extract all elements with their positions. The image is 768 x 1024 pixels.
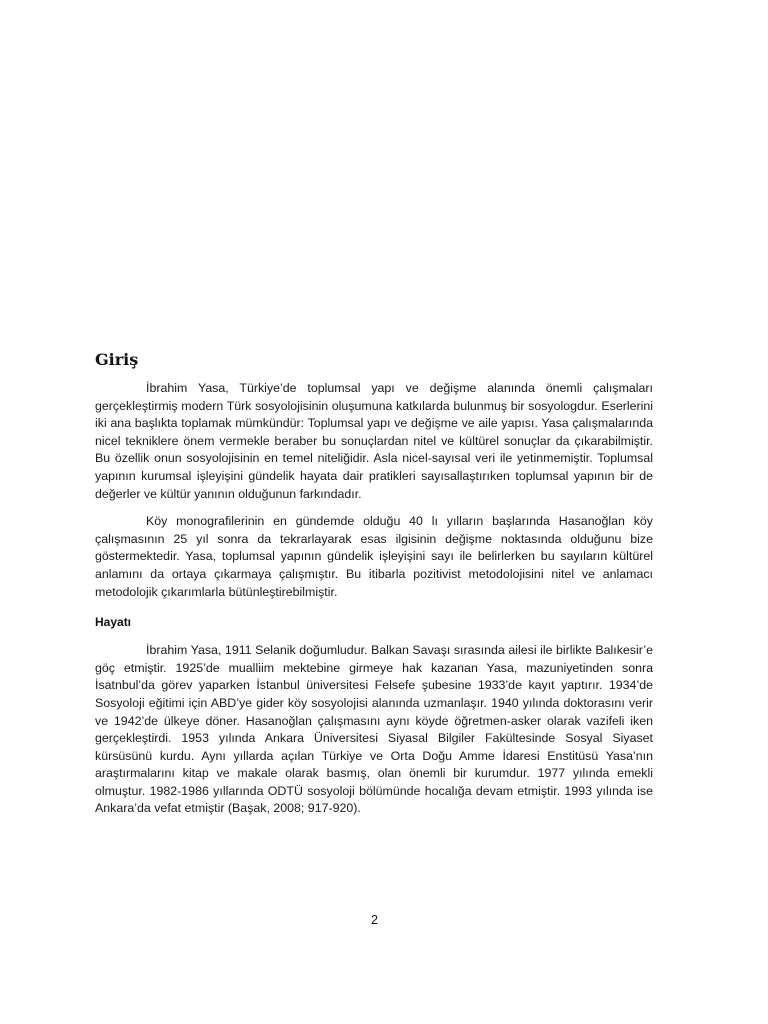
section-title: Giriş [95, 350, 139, 369]
intro-paragraph-1: İbrahim Yasa, Türkiye’de toplumsal yapı ve değişme alanında önemli çalışmaları gerçekleştirmiş modern Türk sosyolojisinin oluşumuna katkılarda bulunmuş bir sosyologdur. Eserlerini iki ana başlıkta toplamak mümkündür: Toplumsal yapı ve değişme ve aile yapısı. Yasa çalışmalarında nicel tekniklere önem vermekle beraber bu sonuçlardan nitel ve kültürel sonuçlar da çıkarabilmiştir. Bu özellik onun sosyolojisinin en temel niteliğidir. Asla nicel-sayısal veri ile yetinmemiştir. Toplumsal yapının kurumsal işleyişini gündelik hayata dair pratikleri sayısallaştırıken toplumsal yapının bir de değerler ve kültür yanının olduğunun farkındadır. [95, 381, 653, 501]
subsection-heading: Hayatı [95, 615, 132, 630]
life-paragraph: İbrahim Yasa, 1911 Selanik doğumludur. Balkan Savaşı sırasında ailesi ile birlikte Balıkesir’e göç etmiştir. 1925’de mualliim mektebine girmeye hak kazanan Yasa, mazuniyetinden sonra İsatnbul’da görev yaparken İstanbul üniversitesi Felsefe şubesine 1933’de kayıt yaptırır. 1934’de Sosyoloji eğitimi için ABD’ye gider köy sosyolojisi alanında uzmanlaşır. 1940 yılında doktorasını verir ve 1942’de ülkeye döner. Hasanoğlan çalışmasını aynı köyde öğretmen-asker olarak vazifeli iken gerçekleştirdi. 1953 yılında Ankara Üniversitesi Siyasal Bilgiler Fakültesinde Sosyal Siyaset kürsüsünü kurdu. Aynı yıllarda açılan Türkiye ve Orta Doğu Amme İdaresi Enstitüsü Yasa’nın araştırmalarını kitap ve makale olarak basmış, olan önemli bir kurumdur. 1977 yılında emekli olmuştur. 1982-1986 yıllarında ODTÜ sosyoloji bölümünde hocalığa devam etmiştir. 1993 yılında ise Ankara’da vefat etmiştir (Başak, 2008; 917-920). [95, 643, 653, 816]
page-number: 2 [371, 913, 378, 927]
page-content [95, 349, 653, 818]
intro-paragraph-2: Köy monografilerinin en gündemde olduğu 40 lı yılların başlarında Hasanoğlan köy çalışmasının 25 yıl sonra da tekrarlayarak esas ilgisinin değişme noktasında olduğunu bize göstermektedir. Yasa, toplumsal yapının gündelik işleyişini sayı ile belirlerken bu sayıların kültürel anlamını da ortaya çıkarmaya çalışmıştır. Bu itibarla pozitivist metodolojisini nitel ve anlamacı metodolojik çıkarımlarla bütünleştirebilmiştir. [95, 514, 653, 599]
